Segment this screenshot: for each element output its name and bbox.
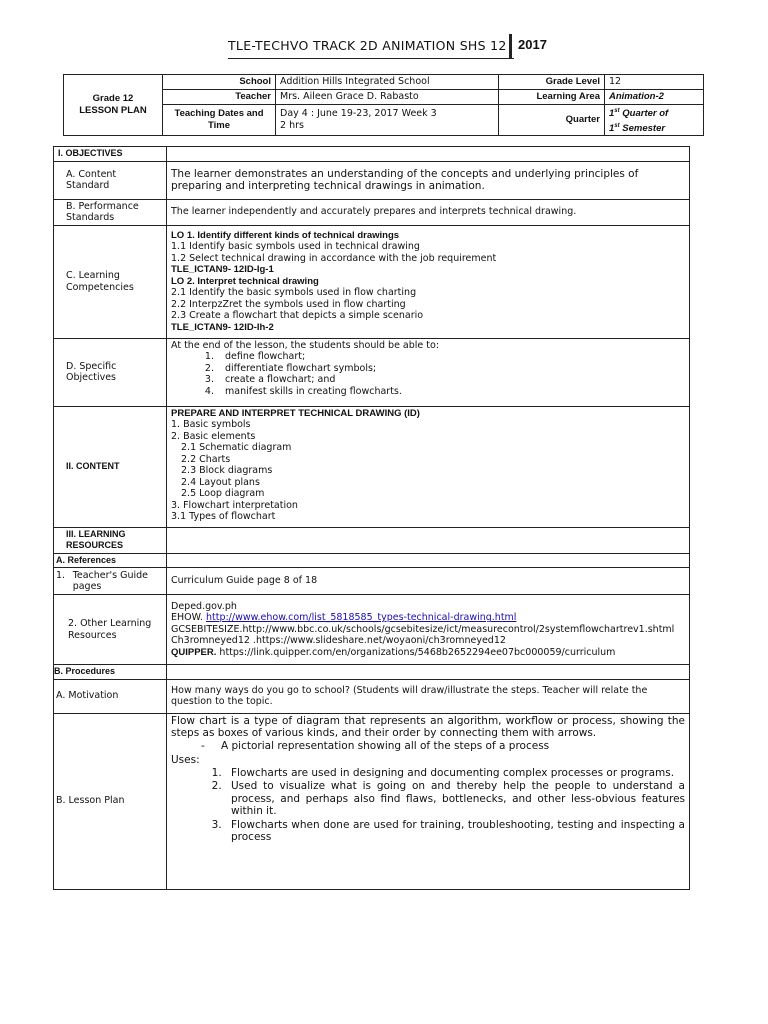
resource-line: GCSEBITESIZE.http://www.bbc.co.uk/schools/gcsebitesize/ict/measurecontrol/2systemflowchartrev1.shtml <box>171 623 675 635</box>
content-line: 2.3 Block diagrams <box>181 465 273 476</box>
learning-area-label: Learning Area <box>499 90 605 105</box>
performance-standards-label: B. Performance Standards <box>54 199 167 225</box>
content-line: 2.5 Loop diagram <box>181 488 265 499</box>
header-underline <box>228 58 514 59</box>
teaching-dates-line1: Day 4 : June 19-23, 2017 Week 3 <box>280 108 437 120</box>
grade-label: Grade 12 <box>92 93 134 105</box>
procedures-blank <box>167 665 690 680</box>
quarter-value <box>605 105 704 136</box>
list-item: 2. differentiate flowchart symbols; <box>217 363 685 375</box>
resource-line: QUIPPER. https://link.quipper.com/en/organizations/5468b2652294ee07bc000059/curriculum <box>171 646 616 658</box>
lo1-heading: LO 1. Identify different kinds of technical drawings <box>171 229 400 241</box>
list-item: 4. manifest skills in creating flowcharts. <box>217 386 685 398</box>
resource-line: EHOW. http://www.ehow.com/list_5818585_types-technical-drawing.html <box>171 612 517 624</box>
ehow-link[interactable]: http://www.ehow.com/list_5818585_types-technical-drawing.html <box>205 612 517 624</box>
objectives-heading: I. OBJECTIVES <box>54 147 167 162</box>
document-header-year: 2017 <box>518 37 547 52</box>
content-line: 3.1 Types of flowchart <box>171 511 276 522</box>
list-item: 1. Flowcharts are used in designing and documenting complex processes or programs. <box>225 767 685 780</box>
lesson-plan-table <box>53 146 690 890</box>
lo2-item-3: 2.3 Create a flowchart that depicts a simple scenario <box>171 310 424 322</box>
document-header-title: TLE-TECHVO TRACK 2D ANIMATION SHS 12 <box>228 38 507 53</box>
teachers-guide-num: 1. <box>56 569 66 581</box>
teachers-guide-text: Teacher's Guide pages <box>72 569 149 592</box>
specific-objectives-list <box>171 351 685 397</box>
quarter-line2: 1st Semester <box>609 123 666 135</box>
teaching-dates-value <box>276 105 499 136</box>
content-section-cell <box>167 406 690 527</box>
resource-line: Ch3romneyed12 .https://www.slideshare.net/woyaoni/ch3romneyed12 <box>171 635 506 647</box>
procedures-heading: B. Procedures <box>54 665 167 680</box>
specific-objectives-cell <box>167 338 690 406</box>
content-line: 2.4 Layout plans <box>181 476 260 488</box>
uses-list <box>171 767 685 844</box>
lo1-code: TLE_ICTAN9- 12ID-Ig-1 <box>171 264 274 276</box>
motivation-label: A. Motivation <box>54 679 167 713</box>
content-line: 1. Basic symbols <box>171 419 251 430</box>
teachers-guide-label <box>54 568 167 595</box>
lo2-code: TLE_ICTAN9- 12ID-Ih-2 <box>171 321 274 333</box>
content-line: 3. Flowchart interpretation <box>171 499 298 511</box>
learning-area-value: Animation-2 <box>605 90 704 105</box>
grade-lesson-plan-cell <box>64 75 163 136</box>
list-item: 3. create a flowchart; and <box>217 374 685 386</box>
performance-standards-text: The learner independently and accurately prepares and interprets technical drawing. <box>167 199 690 225</box>
school-value: Addition Hills Integrated School <box>276 75 499 90</box>
resource-line: Deped.gov.ph <box>171 600 237 612</box>
references-blank <box>167 553 690 568</box>
list-item: 3. Flowcharts when done are used for training, troubleshooting, testing and inspecting a process <box>225 819 685 844</box>
content-line: 2.2 Charts <box>181 453 231 465</box>
lo2-item-2: 2.2 InterpzZret the symbols used in flow charting <box>171 298 406 310</box>
learning-resources-blank <box>167 527 690 553</box>
lesson-intro: Flow chart is a type of diagram that represents an algorithm, workflow or process, showing the steps as boxes of various kinds, and their order by connecting them with arrows. <box>171 714 685 739</box>
teacher-label: Teacher <box>163 90 276 105</box>
lesson-info-table <box>63 74 704 136</box>
content-title: PREPARE AND INTERPRET TECHNICAL DRAWING (ID) <box>171 407 420 419</box>
list-item: 2. Used to visualize what is going on and thereby help the people to understand a process, and perhaps also find flaws, bottlenecks, and other less-obvious features within it. <box>225 780 685 818</box>
header-divider <box>509 34 512 58</box>
content-line: 2.1 Schematic diagram <box>181 442 292 453</box>
lesson-dash-line: - A pictorial representation showing all of the steps of a process <box>201 739 550 752</box>
lesson-plan-label: B. Lesson Plan <box>54 713 167 889</box>
content-standard-text: The learner demonstrates an understanding of the concepts and underlying principles of preparing and interpreting technical drawings in animation. <box>167 161 690 199</box>
specific-objectives-intro: At the end of the lesson, the students should be able to: <box>171 339 440 351</box>
school-label: School <box>163 75 276 90</box>
learning-competencies-label: C. Learning Competencies <box>54 225 167 338</box>
content-section-label: II. CONTENT <box>54 406 167 527</box>
lo1-item-2: 1.2 Select technical drawing in accordance with the job requirement <box>171 252 497 264</box>
other-resources-cell <box>167 595 690 665</box>
objectives-heading-blank <box>167 147 690 162</box>
lo1-item-1: 1.1 Identify basic symbols used in technical drawing <box>171 241 420 253</box>
lesson-plan-label: LESSON PLAN <box>79 105 147 117</box>
lo2-item-1: 2.1 Identify the basic symbols used in flow charting <box>171 287 417 299</box>
teacher-value: Mrs. Aileen Grace D. Rabasto <box>276 90 499 105</box>
motivation-text: How many ways do you go to school? (Students will draw/illustrate the steps. Teacher will relate the question to the topic. <box>167 679 690 713</box>
grade-level-value: 12 <box>605 75 704 90</box>
learning-resources-heading: III. LEARNING RESOURCES <box>54 527 167 553</box>
grade-level-label: Grade Level <box>499 75 605 90</box>
teaching-dates-label <box>163 105 276 136</box>
content-standard-label: A. Content Standard <box>54 161 167 199</box>
quarter-label: Quarter <box>499 105 605 136</box>
references-label: A. References <box>54 553 167 568</box>
lo2-heading: LO 2. Interpret technical drawing <box>171 275 319 287</box>
other-resources-label: 2. Other Learning Resources <box>54 595 167 665</box>
learning-competencies-cell <box>167 225 690 338</box>
uses-label: Uses: <box>171 754 200 766</box>
list-item: 1. define flowchart; <box>217 351 685 363</box>
teachers-guide-value: Curriculum Guide page 8 of 18 <box>167 568 690 595</box>
lesson-plan-cell <box>167 713 690 889</box>
teaching-time-line2: 2 hrs <box>280 120 304 132</box>
specific-objectives-label: D. Specific Objectives <box>54 338 167 406</box>
teaching-dates-label-line2: Time <box>207 120 230 132</box>
quarter-line1: 1st Quarter of <box>609 108 669 120</box>
teaching-dates-label-line1: Teaching Dates and <box>174 108 264 120</box>
content-line: 2. Basic elements <box>171 430 256 442</box>
